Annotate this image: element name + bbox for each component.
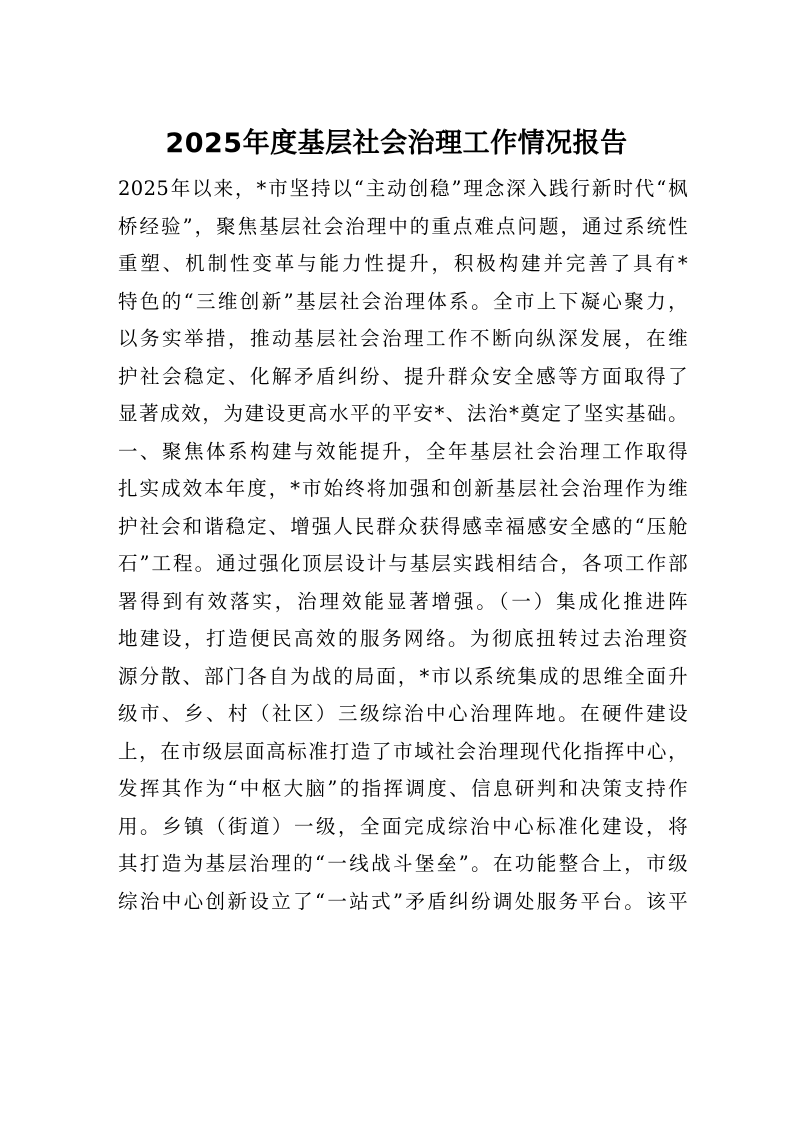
body-line: 用。乡镇（街道）一级，全面完成综治中心标准化建设，将 [118,814,688,838]
body-line: 级市、乡、村（社区）三级综治中心治理阵地。在硬件建设 [118,702,688,725]
body-line: 护社会和谐稳定、增强人民群众获得感幸福感安全感的“压舱 [118,514,688,538]
body-line: 扎实成效本年度，*市始终将加强和创新基层社会治理作为维 [118,477,688,500]
document-body [118,170,688,920]
body-line: 2025年以来，*市坚持以“主动创稳”理念深入践行新时代“枫 [118,177,688,200]
document-title: 2025年度基层社会治理工作情况报告 [165,128,628,159]
body-line: 上，在市级层面高标准打造了市域社会治理现代化指挥中心， [118,739,688,763]
body-line: 一、聚焦体系构建与效能提升，全年基层社会治理工作取得 [118,439,688,463]
body-line: 重塑、机制性变革与能力性提升，积极构建并完善了具有* [118,252,688,275]
body-line: 地建设，打造便民高效的服务网络。为彻底扭转过去治理资 [118,627,688,650]
body-line: 石”工程。通过强化顶层设计与基层实践相结合，各项工作部 [118,552,688,575]
body-line: 护社会稳定、化解矛盾纠纷、提升群众安全感等方面取得了 [118,364,688,388]
body-line: 显著成效，为建设更高水平的平安*、法治*奠定了坚实基础。 [118,402,688,425]
body-line: 署得到有效落实，治理效能显著增强。（一）集成化推进阵 [118,589,688,613]
body-line: 桥经验”，聚焦基层社会治理中的重点难点问题，通过系统性 [118,214,688,238]
body-line: 源分散、部门各自为战的局面，*市以系统集成的思维全面升 [118,664,688,688]
body-line: 其打造为基层治理的“一线战斗堡垒”。在功能整合上，市级 [118,852,688,875]
body-line: 发挥其作为“中枢大脑”的指挥调度、信息研判和决策支持作 [118,777,688,800]
body-line: 以务实举措，推动基层社会治理工作不断向纵深发展，在维 [118,327,688,350]
body-line: 特色的“三维创新”基层社会治理体系。全市上下凝心聚力， [118,289,688,313]
body-line: 综治中心创新设立了“一站式”矛盾纠纷调处服务平台。该平 [118,889,688,913]
